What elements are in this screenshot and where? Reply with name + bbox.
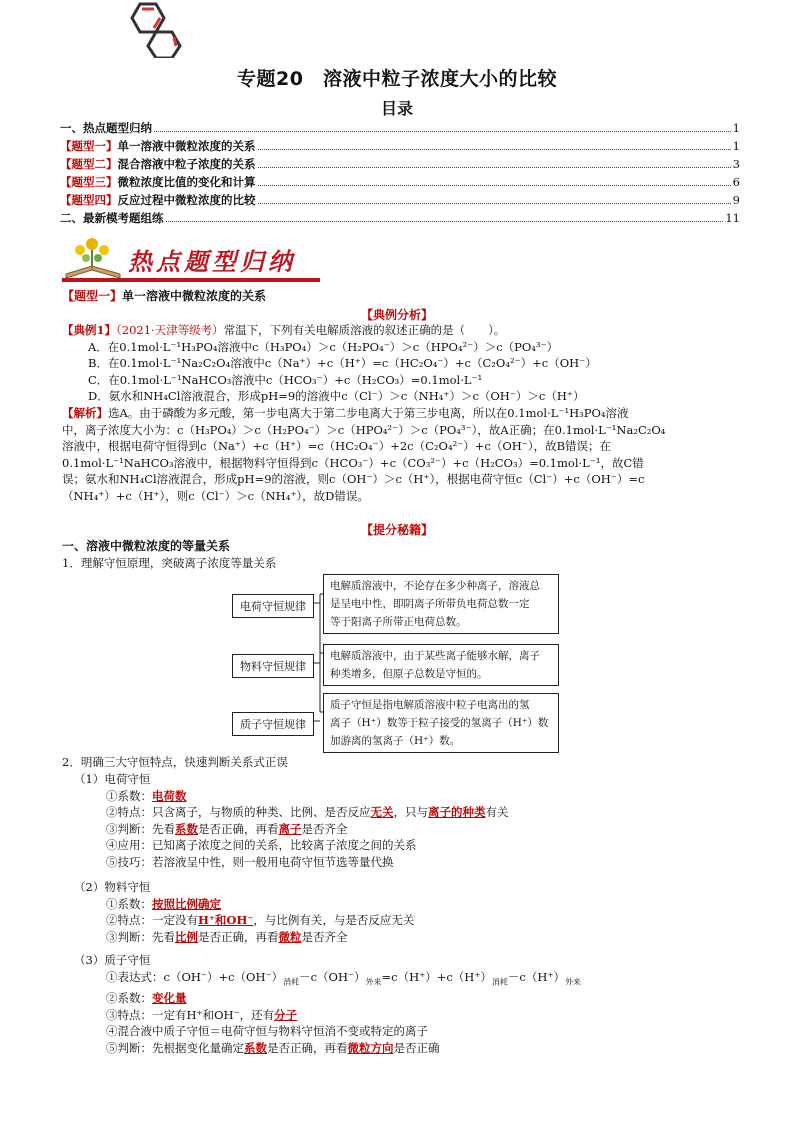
proton-rule-desc: 质子守恒是指电解质溶液中粒子电离出的氢 离子（H⁺）数等于粒子接受的氢离子（H⁺）数 加游离的氢离子（H⁺）数。 [323, 693, 559, 753]
toc-item[interactable]: 一、热点题型归纳 1 [60, 121, 740, 135]
section-equal-relations: 一、溶液中微粒浓度的等量关系 [62, 539, 231, 553]
material-rule-box: 物料守恒规律 [232, 654, 314, 678]
toc-item[interactable]: 【题型二】混合溶液中粒子浓度的关系 3 [60, 157, 740, 171]
section-banner [62, 236, 322, 284]
toc-item[interactable]: 二、最新模考题组练 11 [60, 211, 740, 225]
toc-item[interactable]: 【题型四】反应过程中微粒浓度的比较 9 [60, 193, 740, 207]
type1-heading: 【题型一】单一溶液中微粒浓度的关系 [62, 289, 267, 303]
table-of-contents [60, 119, 740, 227]
charge-conservation: （1）电荷守恒 ①系数：电荷数 ②特点：只含离子，与物质的种类、比例、是否反应无关，只与离子的种类有关 ③判断：先看系数是否正确，再看离子是否齐全 ④应用：已知离子浓度之间的关系，比较离子浓度之间的关系 ⑤技巧：若溶液呈中性，则一般用电荷守恒节选等量代换 [74, 772, 509, 869]
item-2: 2．明确三大守恒特点，快速判断关系式正误 [62, 755, 288, 769]
banner-title: 热点题型归纳 [128, 247, 296, 276]
page-title: 专题20 溶液中粒子浓度大小的比较 [237, 68, 557, 90]
book-flower-icon [62, 236, 124, 280]
charge-rule-desc: 电解质溶液中，不论存在多少种离子，溶液总 是呈电中性，即阴离子所带负电荷总数一定 等于阳离子所带正电荷总数。 [323, 574, 559, 634]
item-1: 1．理解守恒原理，突破离子浓度等量关系 [62, 556, 277, 570]
toc-item[interactable]: 【题型一】单一溶液中微粒浓度的关系 1 [60, 139, 740, 153]
solution-block: 【解析】选A。由于磷酸为多元酸，第一步电离大于第二步电离大于第三步电离，所以在0.1mol·L⁻¹H₃PO₄溶液 中，离子浓度大小为：c（H₃PO₄）＞c（H₂PO₄⁻）＞c（HPO₄²⁻）＞c（PO₄³⁻），故A正确；在0.1mol·L⁻¹Na₂C₂O₄ 溶液中，根据电荷守恒得到c（Na⁺）+c（H⁺）=c（HC₂O₄⁻）+2c（C₂O₄²⁻）+c（OH⁻），故B错误；在 0.1mol·L⁻¹NaHCO₃溶液中，根据物料守恒得到c（HCO₃⁻）+c（CO₃²⁻）+c（H₂CO₃）=0.1mol·L⁻¹，故C错 误；氨水和NH₄Cl溶液混合，形成pH=9的溶液，则c（OH⁻）＞c（H⁺），根据电荷守恒c（Cl⁻）+c（OH⁻）=c （NH₄⁺）+c（H⁺），则c（Cl⁻）＞c（NH₄⁺），故D错误。 [62, 406, 666, 503]
analysis-heading: 【典例分析】 [360, 308, 433, 322]
material-conservation: （2）物料守恒 ①系数：按照比例确定 ②特点：一定没有H⁺和OH⁻，与比例有关，与是否反应无关 ③判断：先看比例是否正确，再看微粒是否齐全 [74, 880, 415, 944]
material-rule-desc: 电解质溶液中，由于某些离子能够水解，离子 种类增多，但原子总数是守恒的。 [323, 644, 559, 686]
example-block: 【典例1】（2021·天津等级考）常温下，下列有关电解质溶液的叙述正确的是（ ）。 A．在0.1mol·L⁻¹H₃PO₄溶液中c（H₃PO₄）＞c（H₂PO₄⁻）＞c（HPO₄²⁻）＞c（PO₄³⁻） B．在0.1mol·L⁻¹Na₂C₂O₄溶液中c（Na⁺）+c（H⁺）=c（HC₂O₄⁻）+c（C₂O₄²⁻）+c（OH⁻） C．在0.1mol·L⁻¹NaHCO₃溶液中c（HCO₃⁻）+c（H₂CO₃）=0.1mol·L⁻¹ D．氨水和NH₄Cl溶液混合，形成pH=9的溶液中c（Cl⁻）＞c（NH₄⁺）＞c（OH⁻）＞c（H⁺） [62, 323, 597, 403]
toc-heading: 目录 [380, 99, 413, 118]
proton-conservation: （3）质子守恒 ①表达式：$c(OH^-)+c(OH^-)_{消耗}-c(OH^-)_{外来}=c(H^+)+c(H^+)_{消耗}-c(H^+)_{外来}$ ②系数：变化量 ③特点：一定有H⁺和OH⁻，还有分子 ④混合液中质子守恒＝电荷守恒与物料守恒消不变或特定的离子 ⑤判断：先根据变化量确定系数是否正确，再看微粒方向是否正确 [74, 953, 581, 1055]
tips-heading: 【提分秘籍】 [360, 523, 433, 537]
naphthalene-logo-icon [118, 0, 194, 58]
charge-rule-box: 电荷守恒规律 [232, 594, 314, 618]
toc-item[interactable]: 【题型三】微粒浓度比值的变化和计算 6 [60, 175, 740, 189]
banner-underline [62, 278, 320, 282]
proton-rule-box: 质子守恒规律 [232, 712, 314, 736]
